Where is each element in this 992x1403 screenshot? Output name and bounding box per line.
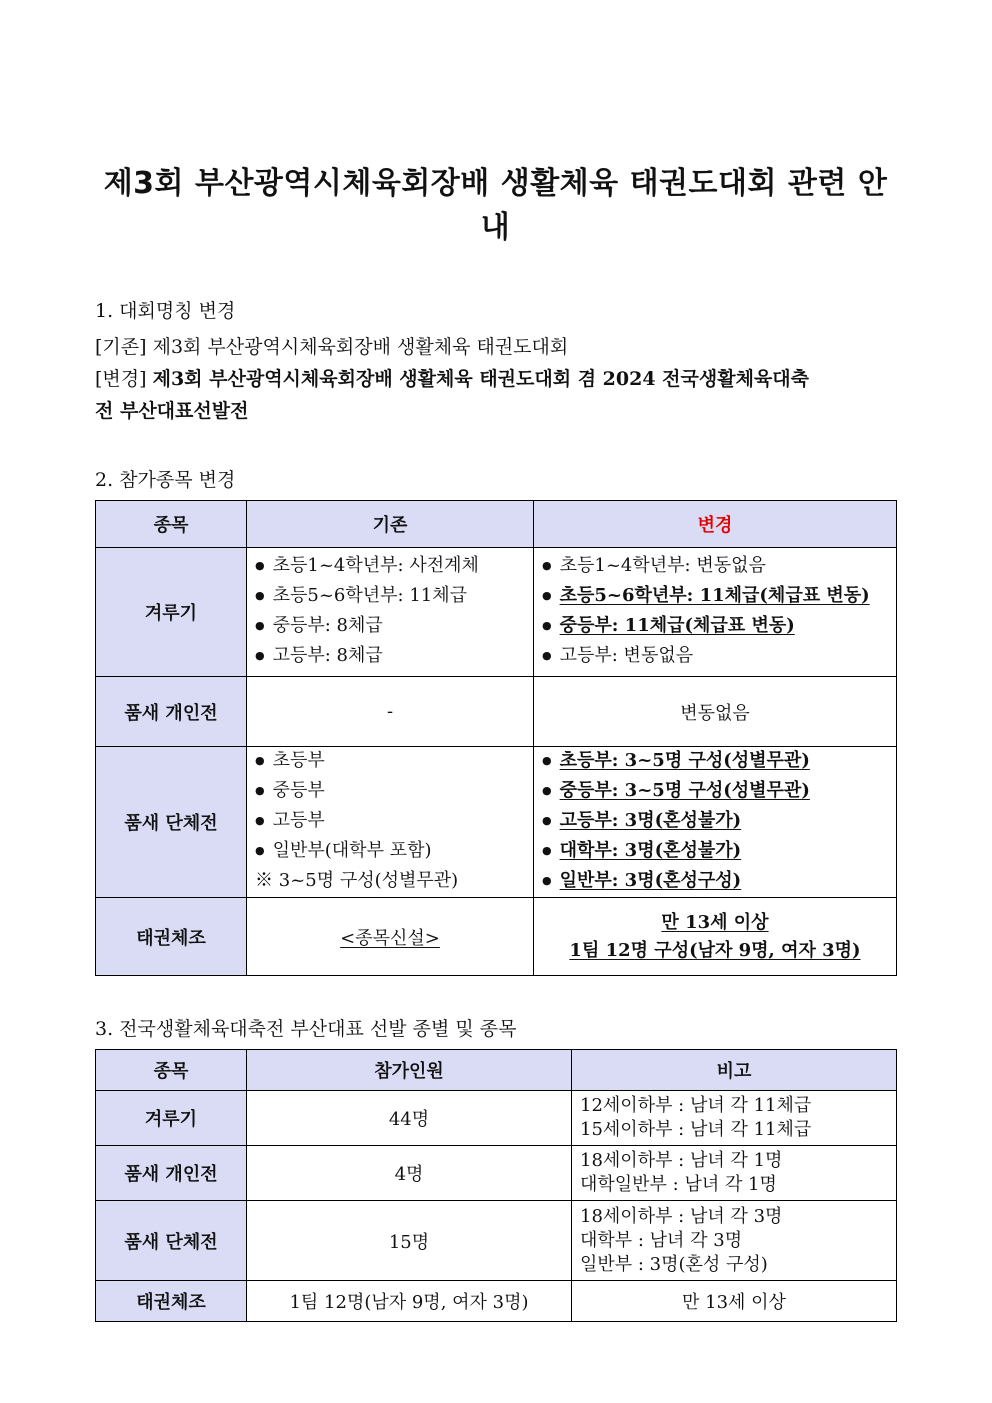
list-item: ● 중등부: 8체급 [255,612,525,642]
section-event-change [95,465,896,976]
poomsae-individual-before: - [247,677,534,747]
before-name-line [95,331,896,363]
list-item: ● 대학부: 3명(혼성불가) [542,837,888,867]
row-label: 태권체조 [96,1281,247,1322]
participant-count: 15명 [247,1201,572,1281]
table-header-row [96,1050,897,1091]
list-item: ● 초등1~4학년부: 사전계체 [255,552,525,582]
poomsae-team-after [534,747,897,898]
table-header-row [96,501,897,548]
header-event: 종목 [96,1050,247,1091]
list-item: ● 고등부: 3명(혼성불가) [542,807,888,837]
section-national-selection [95,1014,896,1322]
section1-heading: 1. 대회명칭 변경 [95,300,236,322]
list-item: ● 초등1~4학년부: 변동없음 [542,552,888,582]
list-item: ● 중등부: 11체급(체급표 변동) [542,612,888,642]
section-name-change [95,296,896,427]
list-item: ● 초등5~6학년부: 11체급(체급표 변동) [542,582,888,612]
list-item: ● 고등부 [255,807,525,837]
row-label-kyorugi: 겨루기 [96,548,247,677]
header-before: 기존 [247,501,534,548]
list-item: ● 일반부(대학부 포함) [255,837,525,867]
notes-cell: 18세이하부 : 남녀 각 3명 대학부 : 남녀 각 3명 일반부 : 3명(혼성 구성) [572,1201,897,1281]
poomsae-individual-after: 변동없음 [534,677,897,747]
section3-heading: 3. 전국생활체육대축전 부산대표 선발 종별 및 종목 [95,1018,517,1040]
participant-count: 4명 [247,1146,572,1201]
before-label: [기존] [95,336,147,358]
list-item: ● 고등부: 8체급 [255,642,525,672]
row-label: 품새 단체전 [96,1201,247,1281]
gymnastics-team: 1팀 12명 구성(남자 9명, 여자 3명) [569,939,861,961]
after-name-line [95,363,896,395]
table-row [96,1201,897,1281]
list-note: ※ 3~5명 구성(성별무관) [255,870,459,891]
row-label-poomsae-team: 품새 단체전 [96,747,247,898]
table-row [96,548,897,677]
gymnastics-age: 만 13세 이상 [661,911,769,933]
table-row [96,898,897,976]
table-row [96,1091,897,1146]
list-item: ● 초등5~6학년부: 11체급 [255,582,525,612]
poomsae-team-before [247,747,534,898]
national-selection-table [95,1049,897,1322]
table-row [96,1146,897,1201]
header-event: 종목 [96,501,247,548]
event-change-table [95,500,897,976]
notes-cell: 18세이하부 : 남녀 각 1명 대학일반부 : 남녀 각 1명 [572,1146,897,1201]
list-item: ● 일반부: 3명(혼성구성) [542,867,888,897]
section2-heading: 2. 참가종목 변경 [95,469,236,491]
header-after: 변경 [534,501,897,548]
before-name: 제3회 부산광역시체육회장배 생활체육 태권도대회 [152,336,569,358]
list-item: ● 초등부: 3~5명 구성(성별무관) [542,747,888,777]
document-page [95,158,896,1322]
document-title: 제3회 부산광역시체육회장배 생활체육 태권도대회 관련 안내 [103,166,888,245]
row-label: 겨루기 [96,1091,247,1146]
list-item: ● 초등부 [255,747,525,777]
after-name-2: 전 부산대표선발전 [95,400,249,422]
kyorugi-after [534,548,897,677]
after-label: [변경] [95,368,147,390]
notes-cell: 만 13세 이상 [572,1281,897,1322]
list-item: ● 중등부 [255,777,525,807]
row-label-gymnastics: 태권체조 [96,898,247,976]
gymnastics-before: <종목신설> [247,898,534,976]
table-row [96,747,897,898]
list-item: ● 중등부: 3~5명 구성(성별무관) [542,777,888,807]
participant-count: 44명 [247,1091,572,1146]
table-row [96,677,897,747]
header-notes: 비고 [572,1050,897,1091]
notes-cell: 12세이하부 : 남녀 각 11체급 15세이하부 : 남녀 각 11체급 [572,1091,897,1146]
header-count: 참가인원 [247,1050,572,1091]
row-label-poomsae-individual: 품새 개인전 [96,677,247,747]
row-label: 품새 개인전 [96,1146,247,1201]
participant-count: 1팀 12명(남자 9명, 여자 3명) [247,1281,572,1322]
kyorugi-before [247,548,534,677]
list-item: ● 고등부: 변동없음 [542,642,888,672]
gymnastics-after [534,898,897,976]
table-row [96,1281,897,1322]
after-name-1: 제3회 부산광역시체육회장배 생활체육 태권도대회 겸 2024 전국생활체육대축 [152,368,810,390]
